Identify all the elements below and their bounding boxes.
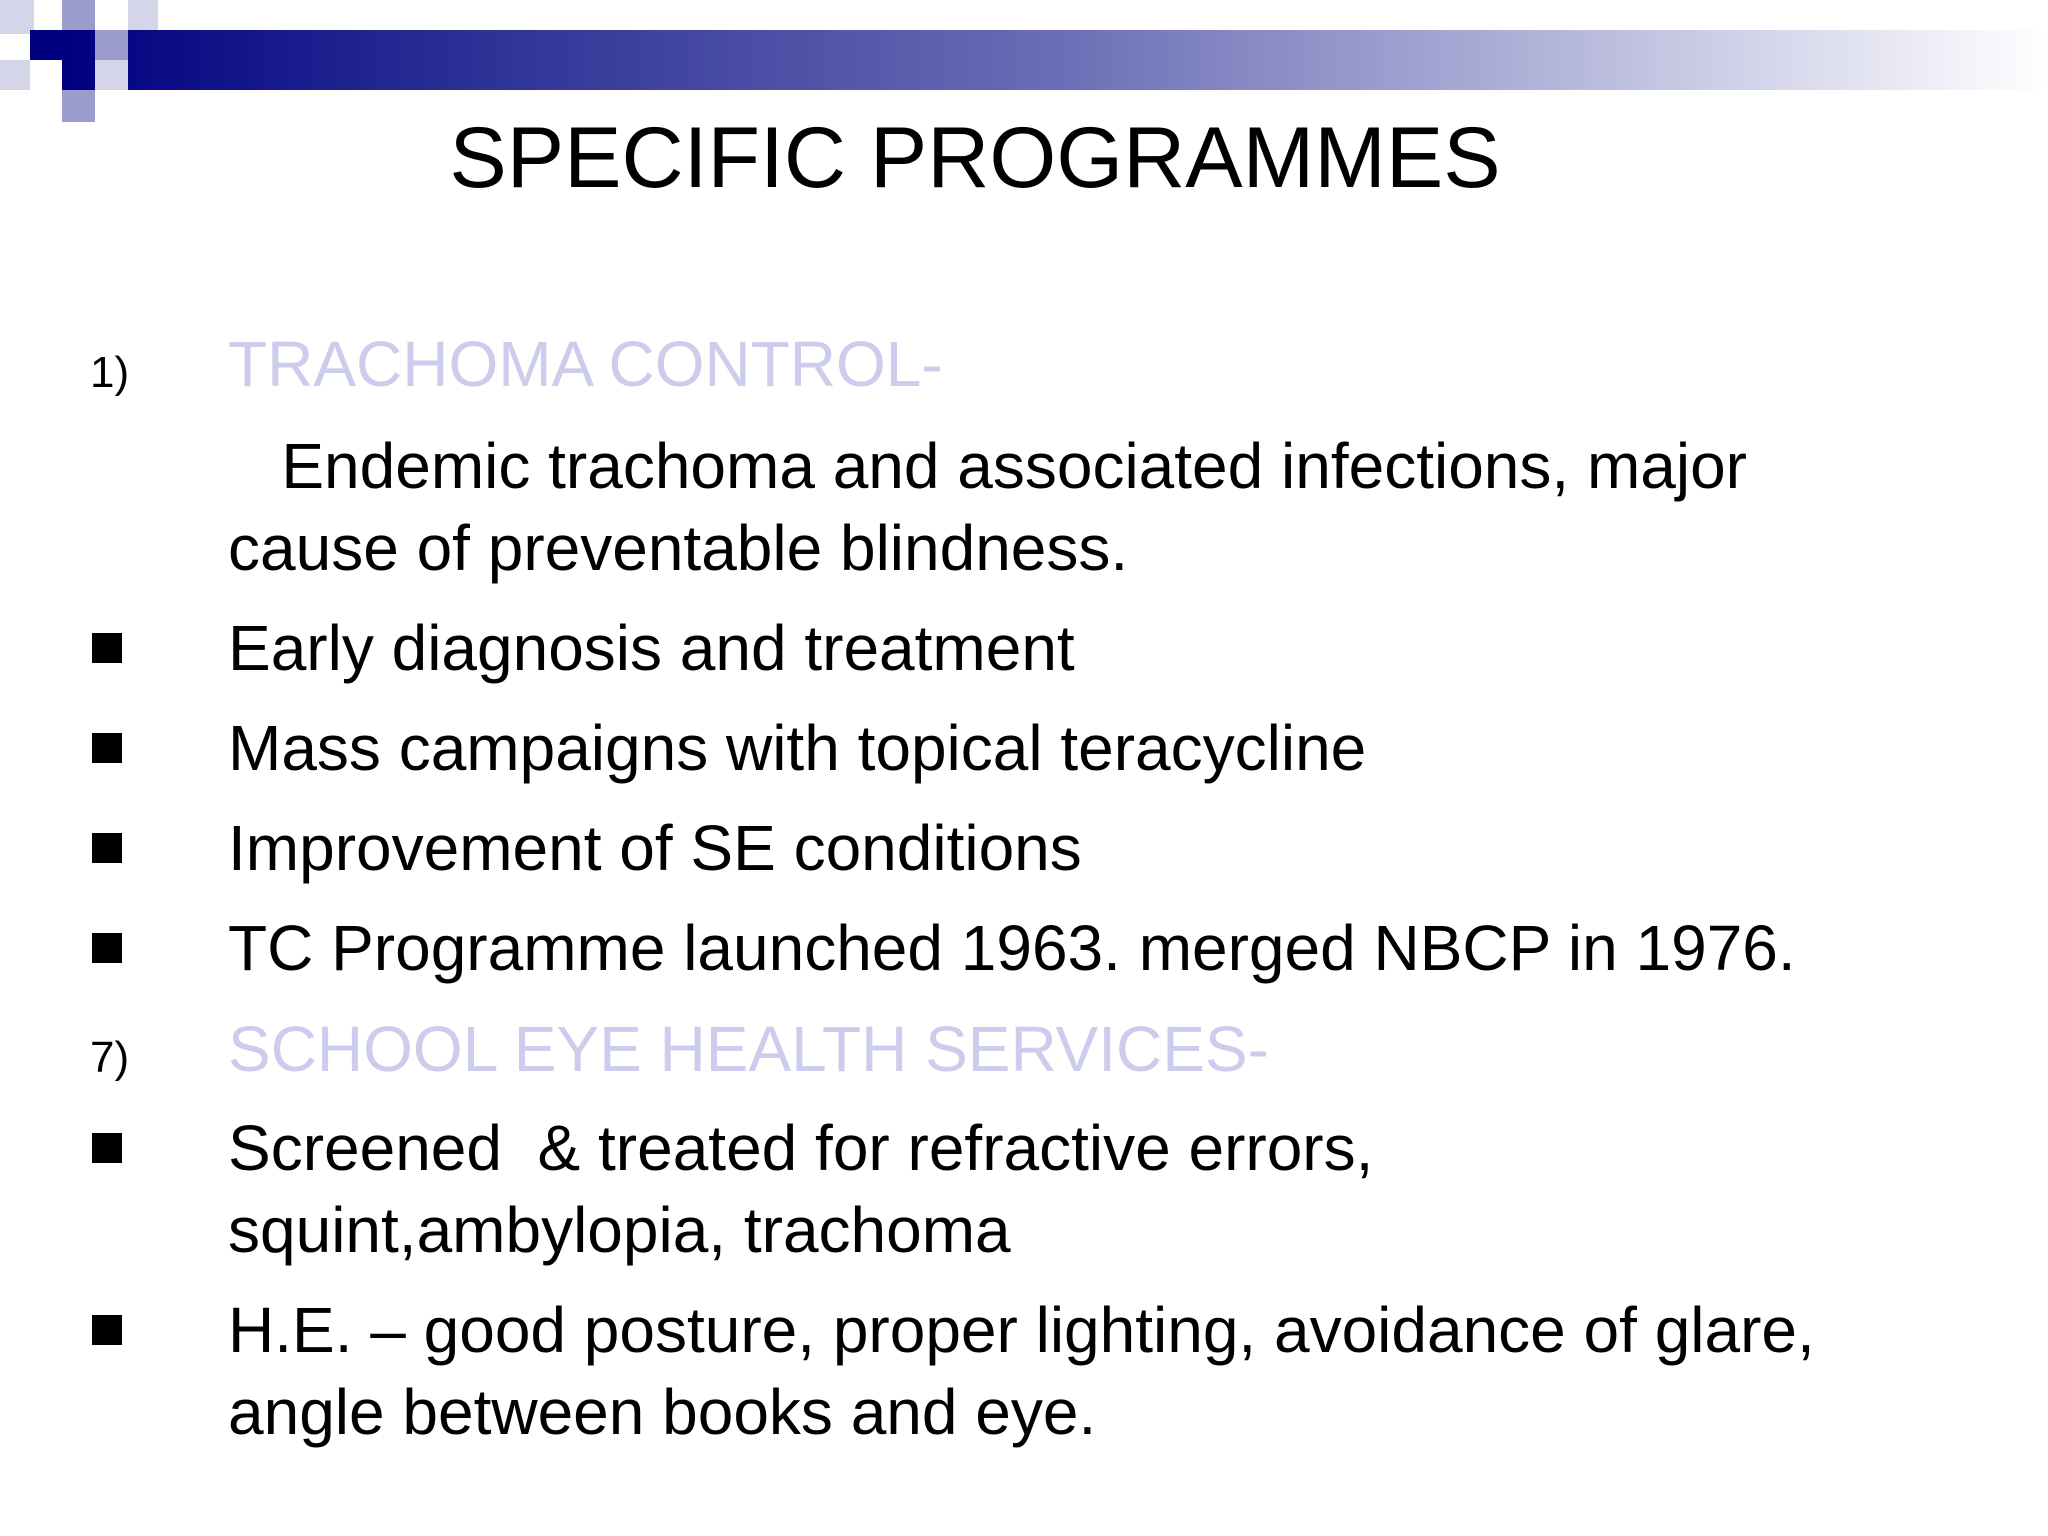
body-text-line: squint,ambylopia, trachoma (228, 1194, 1011, 1266)
list-item: Improvement of SE conditions (228, 812, 1082, 884)
corner-square (95, 30, 128, 60)
list-number: 1) (90, 348, 130, 397)
corner-square (0, 0, 34, 34)
body-text-line: Endemic trachoma and associated infections, major (228, 430, 1747, 502)
list-number: 7) (90, 1033, 130, 1082)
slide-title: SPECIFIC PROGRAMMES (449, 110, 1501, 206)
corner-square (128, 0, 158, 30)
header-gradient-bar (62, 30, 2048, 90)
corner-square (62, 0, 95, 30)
body-text-line: angle between books and eye. (228, 1376, 1097, 1448)
corner-square (95, 60, 128, 90)
square-bullet-icon (92, 833, 122, 863)
square-bullet-icon (92, 1133, 122, 1163)
list-item: TC Programme launched 1963. merged NBCP in 1976. (228, 912, 1796, 984)
section-heading-school-eye: SCHOOL EYE HEALTH SERVICES- (228, 1013, 1269, 1085)
section-heading-trachoma: TRACHOMA CONTROL- (228, 328, 943, 400)
list-item: H.E. – good posture, proper lighting, avoidance of glare, (228, 1294, 1815, 1366)
square-bullet-icon (92, 733, 122, 763)
corner-square (0, 60, 30, 90)
body-text-line: cause of preventable blindness. (228, 512, 1129, 584)
square-bullet-icon (92, 933, 122, 963)
list-item: Mass campaigns with topical teracycline (228, 712, 1367, 784)
square-bullet-icon (92, 633, 122, 663)
list-item: Screened & treated for refractive errors, (228, 1112, 1374, 1184)
square-bullet-icon (92, 1315, 122, 1345)
list-item: Early diagnosis and treatment (228, 612, 1075, 684)
corner-square (30, 30, 62, 60)
